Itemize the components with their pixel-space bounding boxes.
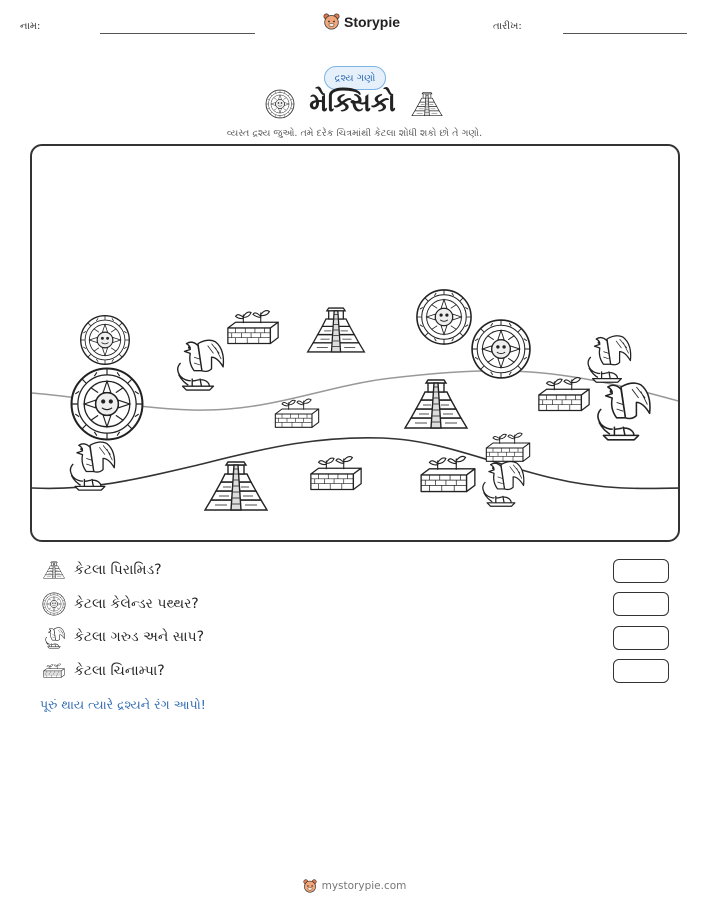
answer-box-calendar-stones[interactable]	[613, 592, 669, 616]
date-label: તારીખ:	[493, 21, 522, 32]
chinampa-4	[486, 433, 529, 461]
footer	[0, 879, 709, 893]
chinampa-2	[275, 399, 318, 427]
question-text: કેટલા પિરામિડ?	[74, 562, 162, 578]
eagle-2	[70, 442, 114, 490]
eagle-4	[598, 383, 650, 440]
question-text: કેટલા ચિનામ્પા?	[74, 663, 165, 679]
bear-logo-icon	[323, 13, 340, 30]
calendar-stone-2	[72, 369, 143, 440]
question-text: કેટલા કેલેન્ડર પથ્થર?	[74, 596, 199, 612]
pyramid-icon	[42, 560, 66, 580]
pyramid-icon	[410, 89, 444, 119]
pyramid-1	[308, 308, 365, 352]
question-chinampas	[42, 658, 165, 684]
answer-box-pyramids[interactable]	[613, 559, 669, 583]
chinampa-3	[539, 378, 589, 411]
eagle-icon	[42, 625, 66, 649]
storypie-logo	[323, 13, 400, 30]
page-title: મેક્સિકો	[309, 88, 396, 118]
answer-box-eagles[interactable]	[613, 626, 669, 650]
calendar-stone-3	[417, 290, 471, 344]
calendar-stone-1	[81, 316, 130, 365]
name-line[interactable]	[100, 33, 255, 34]
footer-url[interactable]: mystorypie.com	[321, 880, 407, 892]
eagle-5	[483, 462, 524, 507]
activity-badge: દ્રશ્ય ગણો	[324, 66, 386, 90]
question-eagles	[42, 624, 204, 650]
pyramid-3	[205, 462, 267, 510]
pyramid-2	[405, 380, 467, 428]
calendar-stone-icon	[265, 89, 295, 119]
instructions: વ્યસ્ત દ્રશ્ય જુઓ. તમે દરેક ચિત્રમાંથી કેટલા શોધી શકો છો તે ગણો.	[226, 128, 483, 139]
question-text: કેટલા ગરુડ અને સાપ?	[74, 629, 205, 645]
answer-box-chinampas[interactable]	[613, 659, 669, 683]
title-row	[0, 88, 709, 119]
eagle-1	[178, 340, 224, 390]
scene-drawing	[32, 146, 680, 542]
chinampa-5	[311, 457, 361, 490]
eagle-3	[588, 336, 631, 382]
question-calendar-stones	[42, 591, 199, 617]
chinampa-1	[228, 311, 278, 344]
calendar-stone-icon	[42, 592, 66, 616]
logo-text: Storypie	[344, 13, 401, 30]
count-scene	[30, 144, 680, 542]
chinampa-icon	[42, 661, 66, 681]
calendar-stone-4	[472, 320, 530, 378]
name-label: નામ:	[20, 21, 41, 32]
color-instruction: પૂરું થાય ત્યારે દ્રશ્યને રંગ આપો!	[40, 697, 206, 712]
date-line[interactable]	[563, 33, 687, 34]
chinampa-6	[421, 456, 475, 491]
bear-logo-icon	[303, 879, 317, 893]
question-pyramids	[42, 557, 162, 583]
